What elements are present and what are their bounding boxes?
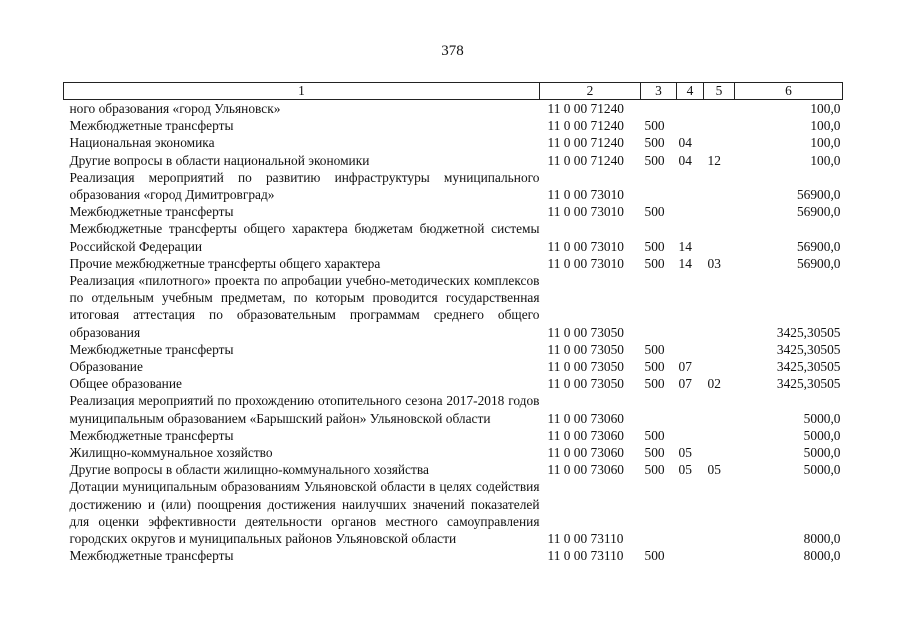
row-code: 11 0 00 71240 bbox=[547, 118, 624, 134]
row-col-5 bbox=[704, 478, 735, 547]
row-col-5 bbox=[704, 220, 735, 254]
row-sum: 8000,0 bbox=[803, 531, 841, 547]
row-sum: 56900,0 bbox=[796, 187, 841, 203]
row-sum: 5000,0 bbox=[803, 410, 841, 426]
row-code: 11 0 00 73050 bbox=[547, 376, 624, 392]
header-row bbox=[64, 83, 843, 100]
row-col-4: 04 bbox=[678, 152, 692, 168]
row-col-3: 500 bbox=[644, 341, 665, 357]
header-col-6: 6 bbox=[735, 83, 843, 100]
table-row bbox=[64, 272, 843, 341]
row-col-4 bbox=[677, 272, 704, 341]
row-name: Прочие межбюджетные трансферты общего характера bbox=[69, 255, 381, 271]
row-col-3: 500 bbox=[644, 445, 665, 461]
table-row bbox=[64, 478, 843, 547]
row-col-5: 02 bbox=[707, 376, 721, 392]
row-col-3: 500 bbox=[644, 359, 665, 375]
table-row bbox=[64, 358, 843, 375]
row-name: Межбюджетные трансферты общего характера бюджетам бюджетной системы Российской Федерации bbox=[69, 221, 540, 254]
row-col-3: 500 bbox=[644, 118, 665, 134]
row-code: 11 0 00 73010 bbox=[547, 238, 624, 254]
row-col-4 bbox=[677, 392, 704, 426]
row-col-4 bbox=[677, 478, 704, 547]
header-col-3: 3 bbox=[641, 83, 677, 100]
row-col-4 bbox=[677, 427, 704, 444]
row-col-5 bbox=[704, 169, 735, 203]
row-col-5 bbox=[704, 134, 735, 151]
row-col-5 bbox=[704, 427, 735, 444]
row-code: 11 0 00 73010 bbox=[547, 255, 624, 271]
row-col-3 bbox=[641, 100, 677, 118]
row-sum: 5000,0 bbox=[803, 427, 841, 443]
row-name: Межбюджетные трансферты bbox=[69, 204, 234, 220]
table-row bbox=[64, 444, 843, 461]
row-col-4 bbox=[677, 169, 704, 203]
row-col-5 bbox=[704, 100, 735, 118]
row-sum: 5000,0 bbox=[803, 462, 841, 478]
row-col-5: 12 bbox=[707, 152, 721, 168]
row-col-4: 14 bbox=[678, 255, 692, 271]
row-col-5 bbox=[704, 117, 735, 134]
table-body bbox=[64, 100, 843, 565]
row-code: 11 0 00 73010 bbox=[547, 187, 624, 203]
row-name: Дотации муниципальным образованиям Ульяновской области в целях содействия достижению и (или) поощрения достижения наилучших значений показателей для оценки эффективности деятельности органов местного самоуправления городских округов и муниципальных районов Ульяновской области bbox=[69, 479, 540, 547]
table-header bbox=[64, 83, 843, 100]
row-code: 11 0 00 73110 bbox=[547, 548, 624, 564]
table-row bbox=[64, 100, 843, 118]
row-sum: 100,0 bbox=[810, 118, 841, 134]
row-col-3: 500 bbox=[644, 255, 665, 271]
row-col-3 bbox=[641, 478, 677, 547]
table-row bbox=[64, 547, 843, 564]
row-col-5 bbox=[704, 547, 735, 564]
row-col-5 bbox=[704, 358, 735, 375]
table-row bbox=[64, 392, 843, 426]
row-col-3: 500 bbox=[644, 462, 665, 478]
row-col-4 bbox=[677, 341, 704, 358]
table-row bbox=[64, 117, 843, 134]
row-col-3 bbox=[641, 272, 677, 341]
row-col-4 bbox=[677, 547, 704, 564]
row-col-5 bbox=[704, 272, 735, 341]
row-col-4 bbox=[677, 100, 704, 118]
row-sum: 3425,30505 bbox=[776, 376, 841, 392]
page-number: 378 bbox=[441, 43, 464, 59]
row-name: Реализация мероприятий по прохождению отопительного сезона 2017-2018 годов муниципальным образованием «Барышский район» Ульяновской области bbox=[69, 393, 540, 426]
row-col-3 bbox=[641, 392, 677, 426]
row-col-5 bbox=[704, 444, 735, 461]
table-row bbox=[64, 203, 843, 220]
row-sum: 100,0 bbox=[810, 135, 841, 151]
row-col-4: 07 bbox=[678, 376, 692, 392]
row-sum: 3425,30505 bbox=[776, 359, 841, 375]
row-name: Жилищно-коммунальное хозяйство bbox=[69, 445, 273, 461]
row-col-4 bbox=[677, 117, 704, 134]
row-code: 11 0 00 73060 bbox=[547, 462, 624, 478]
row-col-4: 05 bbox=[678, 445, 692, 461]
row-col-4: 14 bbox=[678, 238, 692, 254]
table-row bbox=[64, 220, 843, 254]
row-col-3 bbox=[641, 169, 677, 203]
row-col-4 bbox=[677, 203, 704, 220]
row-col-3: 500 bbox=[644, 427, 665, 443]
row-name: Национальная экономика bbox=[69, 135, 215, 151]
header-col-2: 2 bbox=[540, 83, 641, 100]
row-sum: 100,0 bbox=[810, 152, 841, 168]
budget-table bbox=[63, 82, 843, 564]
row-col-5: 05 bbox=[707, 462, 721, 478]
row-sum: 56900,0 bbox=[796, 238, 841, 254]
row-col-5 bbox=[704, 392, 735, 426]
row-code: 11 0 00 73050 bbox=[547, 359, 624, 375]
row-col-5 bbox=[704, 203, 735, 220]
row-name: Образование bbox=[69, 359, 143, 375]
row-col-5: 03 bbox=[707, 255, 721, 271]
row-code: 11 0 00 73010 bbox=[547, 204, 624, 220]
row-name: Другие вопросы в области национальной экономики bbox=[69, 152, 370, 168]
row-code: 11 0 00 73110 bbox=[547, 531, 624, 547]
row-sum: 3425,30505 bbox=[776, 341, 841, 357]
row-col-4: 04 bbox=[678, 135, 692, 151]
row-name: ного образования «город Ульяновск» bbox=[69, 101, 281, 116]
row-name: Общее образование bbox=[69, 376, 182, 392]
row-col-3: 500 bbox=[644, 204, 665, 220]
table-row bbox=[64, 341, 843, 358]
table-row bbox=[64, 375, 843, 392]
row-sum: 3425,30505 bbox=[776, 324, 841, 340]
row-name: Межбюджетные трансферты bbox=[69, 427, 234, 443]
table-row bbox=[64, 255, 843, 272]
row-col-3: 500 bbox=[644, 376, 665, 392]
row-code: 11 0 00 71240 bbox=[547, 135, 624, 151]
header-col-4: 4 bbox=[677, 83, 704, 100]
row-col-4: 05 bbox=[678, 462, 692, 478]
row-name: Реализация «пилотного» проекта по апробации учебно-методических комплексов по отдельным учебным предметам, по которым проводится государственная итоговая аттестация по образовательным программам среднего общего образования bbox=[69, 273, 540, 340]
row-sum: 8000,0 bbox=[803, 548, 841, 564]
row-name: Другие вопросы в области жилищно-коммунального хозяйства bbox=[69, 462, 429, 478]
row-col-4: 07 bbox=[678, 359, 692, 375]
table-row bbox=[64, 461, 843, 478]
row-code: 11 0 00 73060 bbox=[547, 410, 624, 426]
row-name: Межбюджетные трансферты bbox=[69, 341, 234, 357]
header-col-5: 5 bbox=[704, 83, 735, 100]
header-col-1: 1 bbox=[64, 83, 540, 100]
row-col-5 bbox=[704, 341, 735, 358]
row-code: 11 0 00 73060 bbox=[547, 427, 624, 443]
table-row bbox=[64, 152, 843, 169]
row-col-3: 500 bbox=[644, 548, 665, 564]
row-sum: 5000,0 bbox=[803, 445, 841, 461]
row-name: Межбюджетные трансферты bbox=[69, 548, 234, 564]
row-col-3: 500 bbox=[644, 135, 665, 151]
table-row bbox=[64, 134, 843, 151]
row-col-3: 500 bbox=[644, 238, 665, 254]
row-code: 11 0 00 73060 bbox=[547, 445, 624, 461]
table-row bbox=[64, 427, 843, 444]
row-code: 11 0 00 71240 bbox=[547, 101, 624, 116]
row-name: Межбюджетные трансферты bbox=[69, 118, 234, 134]
row-col-3: 500 bbox=[644, 152, 665, 168]
table-row bbox=[64, 169, 843, 203]
row-code: 11 0 00 73050 bbox=[547, 324, 624, 340]
row-sum: 56900,0 bbox=[796, 204, 841, 220]
row-sum: 56900,0 bbox=[796, 255, 841, 271]
row-sum: 100,0 bbox=[810, 101, 841, 116]
row-code: 11 0 00 73050 bbox=[547, 341, 624, 357]
row-code: 11 0 00 71240 bbox=[547, 152, 624, 168]
row-name: Реализация мероприятий по развитию инфраструктуры муниципального образования «город Димитровград» bbox=[69, 169, 540, 203]
